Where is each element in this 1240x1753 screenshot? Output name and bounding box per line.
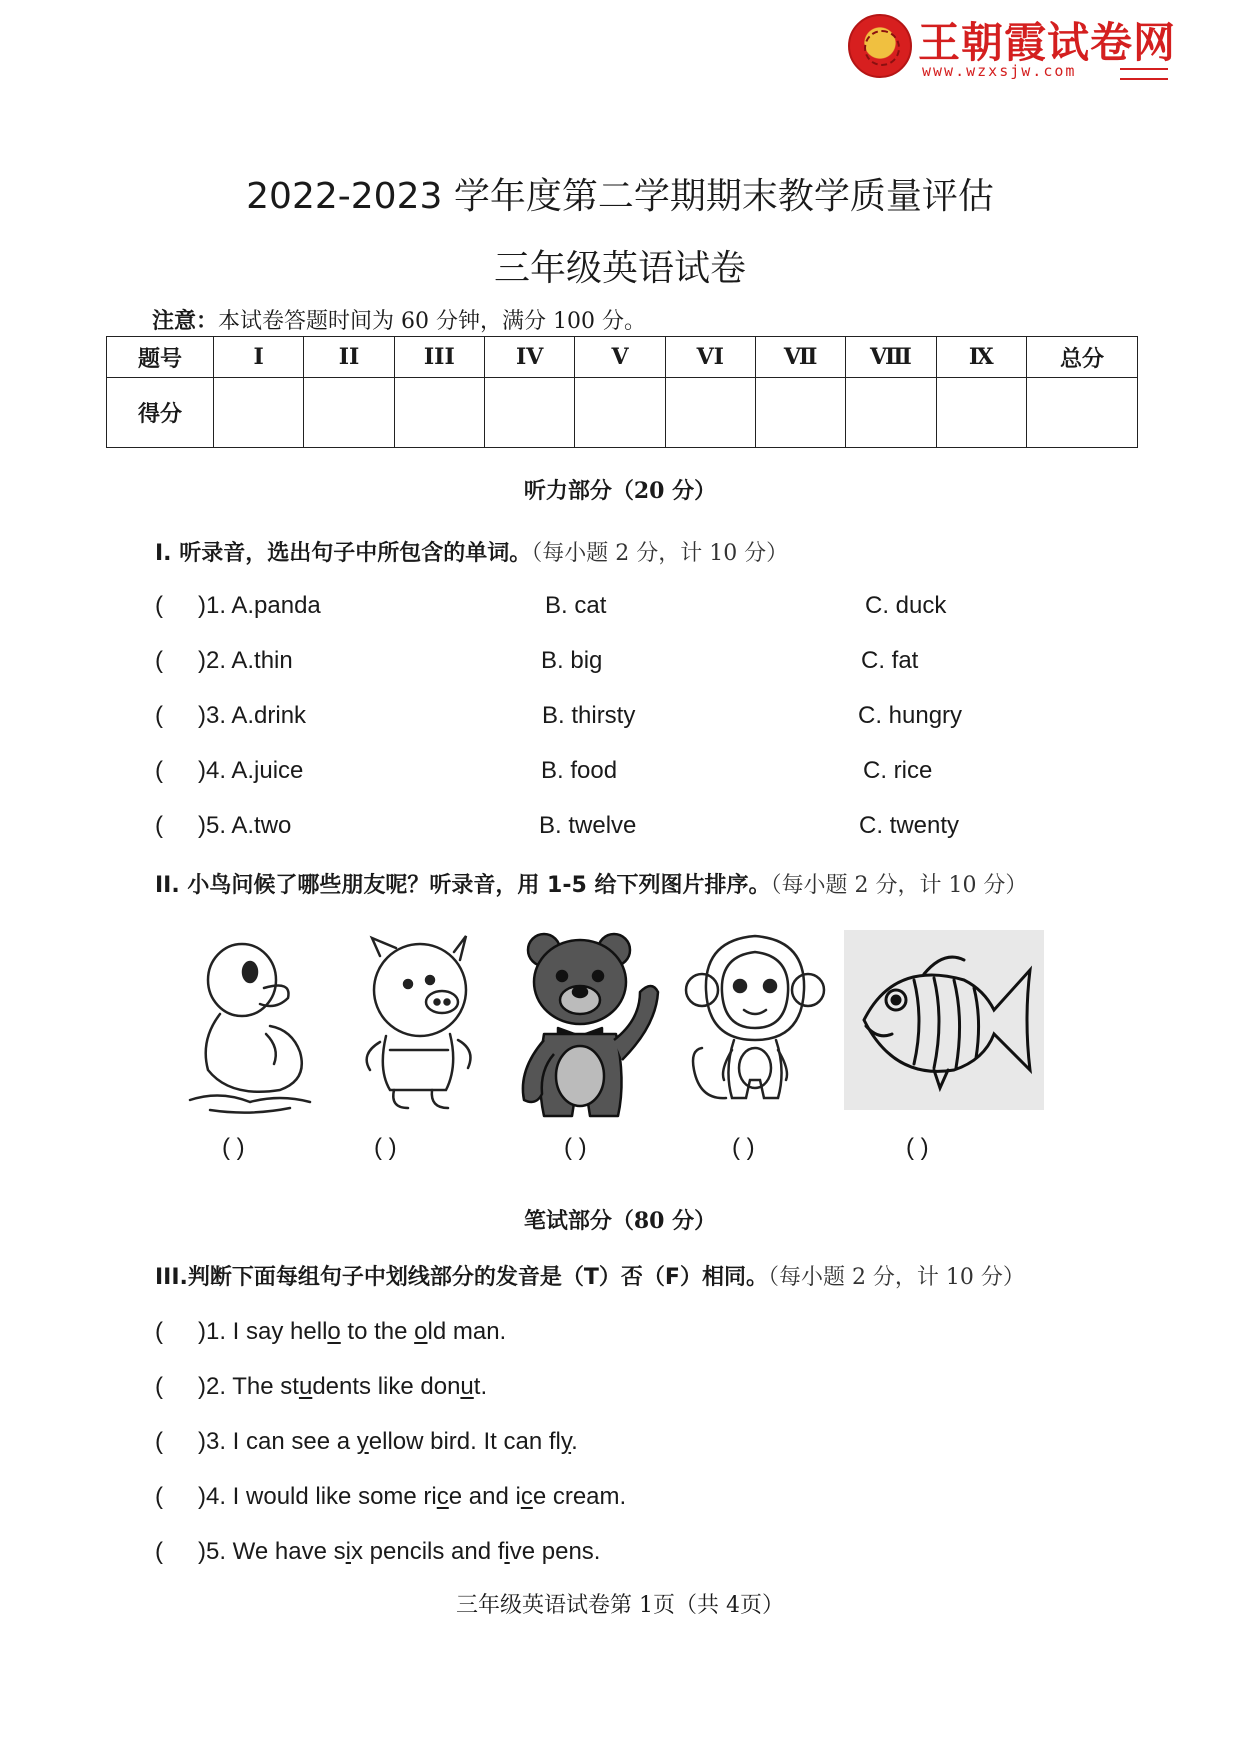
sentence-part: ellow bird. It can fl	[368, 1428, 561, 1455]
option-a: )3. A.drink	[198, 702, 307, 729]
score-label-score: 得分	[107, 378, 214, 448]
score-cell-total[interactable]	[1027, 378, 1138, 448]
score-col-total: 总分	[1027, 337, 1138, 378]
seal-icon	[848, 14, 912, 78]
picture-answer-blank[interactable]: ( )	[222, 1134, 245, 1161]
q1-item	[155, 702, 1155, 734]
underlined-letter: u	[460, 1373, 474, 1400]
sentence-part: I can see a	[226, 1428, 357, 1455]
option-a: )4. A.juice	[198, 757, 304, 784]
answer-paren[interactable]: (	[155, 592, 163, 619]
site-logo	[848, 10, 1177, 80]
underlined-letter: c	[520, 1483, 533, 1510]
sentence-part: to the	[340, 1318, 415, 1345]
picture-answer-blank[interactable]: ( )	[374, 1134, 397, 1161]
page-footer: 三年级英语试卷第 1页（共 4页）	[456, 1593, 784, 1618]
q3-item	[155, 1318, 1155, 1350]
exam-title: 2022-2023 学年度第二学期期末教学质量评估	[246, 176, 994, 217]
q3-item	[155, 1538, 1155, 1570]
score-col: V	[575, 337, 665, 378]
answer-paren[interactable]: (	[155, 1538, 163, 1565]
score-cell[interactable]	[755, 378, 845, 448]
score-cell[interactable]	[304, 378, 394, 448]
sentence-part: I say hell	[226, 1318, 328, 1345]
score-col: Ⅸ	[936, 337, 1026, 378]
score-label-number: 题号	[107, 337, 214, 378]
option-a: )5. A.two	[198, 812, 292, 839]
underlined-letter: c	[436, 1483, 449, 1510]
q3-item	[155, 1428, 1155, 1460]
q3-item	[155, 1373, 1155, 1405]
picture-row	[180, 930, 1080, 1130]
q1-item	[155, 647, 1155, 679]
score-cell[interactable]	[484, 378, 574, 448]
answer-paren[interactable]: (	[155, 1318, 163, 1345]
question-3-title: III.判断下面每组句子中划线部分的发音是（T）否（F）相同。	[155, 1265, 768, 1290]
answer-paren[interactable]: (	[155, 1483, 163, 1510]
score-cell[interactable]	[846, 378, 936, 448]
sentence-part: e cream.	[532, 1483, 627, 1510]
underlined-letter: y	[560, 1428, 572, 1455]
score-cell[interactable]	[575, 378, 665, 448]
answer-paren[interactable]: (	[155, 1373, 163, 1400]
q1-item	[155, 812, 1155, 844]
score-cell[interactable]	[214, 378, 304, 448]
answer-paren[interactable]: (	[155, 702, 163, 729]
score-col: IV	[484, 337, 574, 378]
q1-item	[155, 757, 1155, 789]
q1-item	[155, 592, 1155, 624]
note-text: 本试卷答题时间为 60 分钟，满分 100 分。	[218, 309, 646, 334]
score-col: II	[304, 337, 394, 378]
writing-heading: 笔试部分（80 分）	[523, 1208, 717, 1234]
score-cell[interactable]	[665, 378, 755, 448]
question-2-points: （每小题 2 分，计 10 分）	[770, 873, 1028, 898]
option-a: )2. A.thin	[198, 647, 293, 674]
logo-name: 王朝霞试卷网	[918, 18, 1177, 67]
question-2-heading	[155, 868, 1027, 899]
note-label: 注意：	[152, 309, 219, 334]
score-col: VI	[665, 337, 755, 378]
sentence-part: .	[571, 1428, 578, 1455]
option-b: B. big	[541, 647, 603, 674]
picture-answer-blank[interactable]: ( )	[906, 1134, 929, 1161]
underlined-letter: i	[345, 1538, 351, 1565]
score-col: III	[394, 337, 484, 378]
sentence-part: t.	[473, 1373, 488, 1400]
question-1-heading	[155, 536, 788, 567]
option-c: C. twenty	[859, 812, 960, 839]
logo-url: www.wzxsjw.com	[922, 62, 1077, 80]
question-2-title: II. 小鸟问候了哪些朋友呢？听录音，用 1-5 给下列图片排序。	[155, 873, 771, 898]
option-c: C. rice	[863, 757, 933, 784]
option-a: )1. A.panda	[198, 592, 321, 619]
question-3-points: （每小题 2 分，计 10 分）	[767, 1265, 1025, 1290]
answer-paren[interactable]: (	[155, 757, 163, 784]
score-table	[106, 336, 1138, 448]
option-c: C. fat	[861, 647, 919, 674]
sentence	[198, 1318, 506, 1346]
score-cell[interactable]	[936, 378, 1026, 448]
logo-decoration	[1120, 68, 1168, 80]
q3-item	[155, 1483, 1155, 1515]
exam-subtitle: 三年级英语试卷	[493, 248, 746, 289]
option-b: B. food	[541, 757, 618, 784]
sentence-part: dents like don	[312, 1373, 461, 1400]
exam-note	[152, 304, 646, 335]
option-b: B. cat	[545, 592, 607, 619]
sentence-part: x pencils and f	[350, 1538, 505, 1565]
option-b: B. twelve	[539, 812, 637, 839]
sentence-part: The st	[226, 1373, 299, 1400]
item-number: )5.	[198, 1538, 227, 1565]
score-cell[interactable]	[394, 378, 484, 448]
pig-picture	[350, 930, 490, 1120]
score-col: Ⅶ	[755, 337, 845, 378]
picture-answer-blank[interactable]: ( )	[732, 1134, 755, 1161]
sentence	[198, 1483, 626, 1511]
question-1-points: （每小题 2 分，计 10 分）	[531, 541, 789, 566]
underlined-letter: u	[298, 1373, 313, 1400]
question-3-heading	[155, 1260, 1025, 1291]
underlined-letter: i	[504, 1538, 510, 1565]
underlined-letter: o	[327, 1318, 341, 1345]
fish-picture	[844, 930, 1044, 1110]
option-c: C. hungry	[858, 702, 963, 729]
score-header-row	[107, 337, 1138, 378]
duck-picture	[180, 930, 330, 1120]
option-b: B. thirsty	[542, 702, 636, 729]
sentence	[198, 1538, 600, 1566]
sentence-part: ve pens.	[509, 1538, 601, 1565]
bear-picture	[510, 930, 660, 1130]
question-1-title: I. 听录音，选出句子中所包含的单词。	[155, 541, 532, 566]
item-number: )2.	[198, 1373, 227, 1400]
item-number: )4.	[198, 1483, 227, 1510]
score-col: I	[214, 337, 304, 378]
item-number: )1.	[198, 1318, 227, 1345]
answer-paren[interactable]: (	[155, 647, 163, 674]
sentence-part: ld man.	[427, 1318, 507, 1345]
sentence	[198, 1373, 487, 1401]
sentence-part: We have s	[226, 1538, 346, 1565]
monkey-picture	[680, 930, 830, 1120]
score-value-row	[107, 378, 1138, 448]
answer-paren[interactable]: (	[155, 812, 163, 839]
item-number: )3.	[198, 1428, 227, 1455]
underlined-letter: y	[356, 1428, 369, 1455]
sentence-part: e and i	[448, 1483, 521, 1510]
option-c: C. duck	[865, 592, 947, 619]
sentence	[198, 1428, 578, 1456]
listening-heading: 听力部分（20 分）	[523, 478, 717, 504]
answer-paren[interactable]: (	[155, 1428, 163, 1455]
picture-answer-blank[interactable]: ( )	[564, 1134, 587, 1161]
sentence-part: I would like some ri	[226, 1483, 437, 1510]
underlined-letter: o	[414, 1318, 428, 1345]
score-col: Ⅷ	[846, 337, 936, 378]
